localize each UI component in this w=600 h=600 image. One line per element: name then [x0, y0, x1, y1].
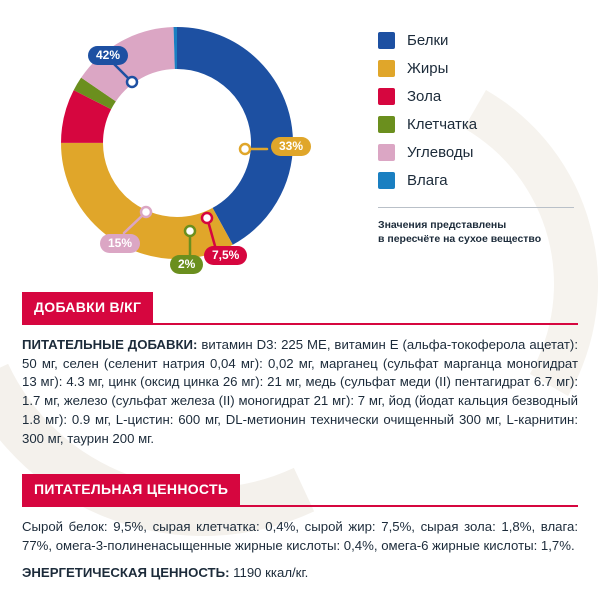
leader-dot-carbs — [141, 207, 151, 217]
leader-dot-ash — [202, 213, 212, 223]
legend-swatch-icon — [378, 144, 395, 161]
legend-label: Углеводы — [407, 144, 474, 161]
nutrition-section — [22, 474, 578, 579]
legend-label: Влага — [407, 172, 448, 189]
donut-chart — [52, 18, 304, 271]
leader-dot-fiber — [185, 226, 195, 236]
additives-lead: ПИТАТЕЛЬНЫЕ ДОБАВКИ: — [22, 337, 198, 352]
legend-item-fats — [378, 56, 588, 81]
nutrition-divider — [22, 505, 578, 507]
chart-area — [0, 0, 600, 270]
leader-dot-proteins — [127, 77, 137, 87]
legend-item-proteins — [378, 28, 588, 53]
legend-swatch-icon — [378, 172, 395, 189]
legend-item-fiber — [378, 112, 588, 137]
additives-section — [22, 292, 578, 448]
slice-label-fiber: 2% — [170, 255, 203, 274]
legend-label: Зола — [407, 88, 442, 105]
legend-swatch-icon — [378, 116, 395, 133]
nutrition-text: Сырой белок: 9,5%, сырая клетчатка: 0,4%, сырой жир: 7,5%, сырая зола: 1,8%, влага: 77%, омега-3-полиненасыщенные жирные кислоты: 0,4%, омега-6 жирные кислоты: 1,7%. — [22, 519, 578, 554]
legend-item-carbs — [378, 140, 588, 165]
legend-swatch-icon — [378, 88, 395, 105]
legend-item-moisture — [378, 168, 588, 193]
nutrition-heading: ПИТАТЕЛЬНАЯ ЦЕННОСТЬ — [22, 474, 240, 505]
additives-divider — [22, 323, 578, 325]
legend-note-line-1: Значения представлены — [378, 219, 507, 231]
slice-label-fats: 33% — [271, 137, 311, 156]
additives-text — [22, 336, 578, 448]
legend-swatch-icon — [378, 32, 395, 49]
legend-label: Жиры — [407, 60, 449, 77]
legend-label: Белки — [407, 32, 449, 49]
chart-legend — [378, 28, 588, 246]
energy-value: 1190 ккал/кг. — [229, 564, 309, 580]
legend-item-ash — [378, 84, 588, 109]
leader-dot-fats — [240, 144, 250, 154]
energy-label: ЭНЕРГЕТИЧЕСКАЯ ЦЕННОСТЬ: — [22, 564, 230, 580]
additives-body: витамин D3: 225 МЕ, витамин Е (альфа-токоферола ацетат): 50 мг, селен (селенит натрия 0,04 мг): 0,02 мг, марганец (сульфат марганца моногидрат 13 мг): 4.3 мг, цинк (оксид цинка 26 мг): 21 мг, медь (сульфат меди (II) пентагидрат 6.7 мг): 1.7 мг, железо (сульфат железа (II) моногидрат 21 мг): 7 мг, йод (йодат кальция безводный 1.8 мг): 0.9 мг, L-цистин: 600 мг, DL-метионин технически очищенный 300 мг, L-карнитин: 300 мг, таурин 200 мг. — [22, 337, 578, 446]
legend-swatch-icon — [378, 60, 395, 77]
legend-note — [378, 207, 574, 246]
legend-note-line-2: в пересчёте на сухое вещество — [378, 233, 542, 246]
slice-label-proteins: 42% — [88, 46, 128, 65]
slice-label-carbs: 15% — [100, 234, 140, 253]
legend-label: Клетчатка — [407, 116, 478, 133]
energy-value-line — [22, 565, 578, 580]
slice-label-ash: 7,5% — [204, 246, 247, 265]
additives-heading: ДОБАВКИ В/КГ — [22, 292, 153, 323]
